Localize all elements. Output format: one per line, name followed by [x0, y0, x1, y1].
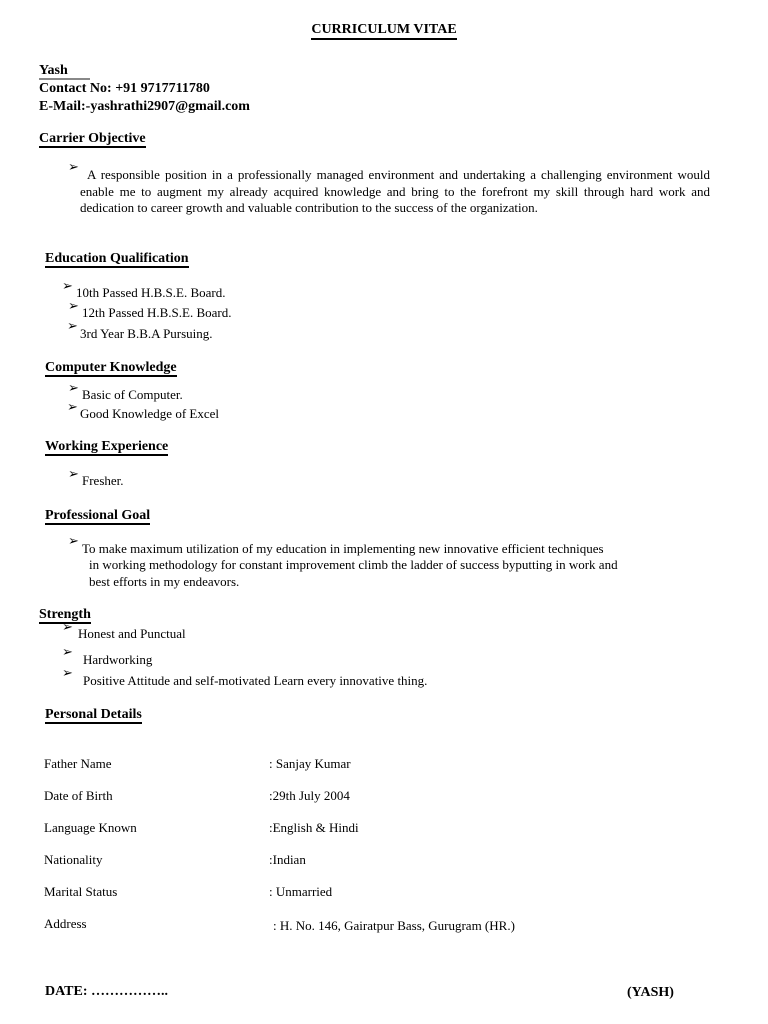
bullet-icon: ➢	[68, 534, 79, 549]
bullet-icon: ➢	[67, 400, 78, 415]
strength-heading-text: Strength	[39, 607, 91, 622]
bullet-icon: ➢	[67, 319, 78, 334]
personal-value: : Sanjay Kumar	[269, 756, 351, 771]
bullet-icon: ➢	[68, 467, 79, 482]
bullet-icon: ➢	[62, 645, 73, 660]
computer-heading-text: Computer Knowledge	[45, 360, 177, 375]
experience-item: Fresher.	[82, 473, 124, 488]
personal-label: Address	[44, 916, 87, 931]
personal-value: : Unmarried	[269, 884, 333, 899]
document-title-text: CURRICULUM VITAE	[311, 22, 456, 40]
date-field: DATE: ……………..	[45, 984, 169, 999]
bullet-icon: ➢	[68, 381, 79, 396]
objective-heading	[39, 131, 146, 147]
bullet-icon: ➢	[68, 299, 79, 314]
personal-value: :English & Hindi	[269, 820, 359, 835]
bullet-icon: ➢	[62, 279, 73, 294]
email-address: E-Mail:-yashrathi2907@gmail.com	[39, 99, 250, 114]
document-title	[0, 22, 768, 38]
objective-heading-text: Carrier Objective	[39, 131, 146, 146]
bullet-icon: ➢	[68, 160, 79, 175]
personal-value: :Indian	[269, 852, 306, 867]
candidate-name	[39, 63, 90, 79]
personal-label: Father Name	[44, 756, 112, 771]
experience-heading-text: Working Experience	[45, 439, 169, 454]
signature: (YASH)	[627, 985, 674, 1000]
personal-label: Nationality	[44, 852, 103, 867]
goal-line: To make maximum utilization of my education in implementing new innovative efficient techniques	[82, 541, 604, 556]
education-item: 12th Passed H.B.S.E. Board.	[82, 305, 232, 320]
education-heading-text: Education Qualification	[45, 251, 189, 266]
personal-label: Marital Status	[44, 884, 118, 899]
personal-heading	[45, 707, 142, 723]
education-item: 3rd Year B.B.A Pursuing.	[80, 326, 213, 341]
strength-item: Honest and Punctual	[78, 626, 186, 641]
goal-line: best efforts in my endeavors.	[89, 574, 240, 589]
candidate-name-text: Yash	[39, 63, 90, 80]
education-heading	[45, 251, 189, 267]
personal-value: :29th July 2004	[269, 788, 350, 803]
strength-item: Positive Attitude and self-motivated Learn every innovative thing.	[83, 673, 428, 688]
personal-heading-text: Personal Details	[45, 707, 142, 722]
objective-text: A responsible position in a professionally managed environment and undertaking a challenging environment would enable me to augment my already acquired knowledge and bring to the forefront my skill through hard work and dedication to career growth and valuable contribution to the success of the organization.	[80, 167, 710, 215]
personal-value: : H. No. 146, Gairatpur Bass, Gurugram (HR.)	[273, 918, 515, 933]
computer-heading	[45, 360, 177, 376]
personal-label: Date of Birth	[44, 788, 113, 803]
personal-label: Language Known	[44, 820, 137, 835]
bullet-icon: ➢	[62, 666, 73, 681]
contact-number: Contact No: +91 9717711780	[39, 81, 210, 96]
bullet-icon: ➢	[62, 620, 73, 635]
strength-item: Hardworking	[83, 652, 153, 667]
education-item: 10th Passed H.B.S.E. Board.	[76, 285, 226, 300]
goal-heading	[45, 508, 150, 524]
goal-line: in working methodology for constant improvement climb the ladder of success byputting in work and	[89, 557, 618, 572]
experience-heading	[45, 439, 168, 455]
computer-item: Basic of Computer.	[82, 387, 183, 402]
goal-heading-text: Professional Goal	[45, 508, 151, 523]
computer-item: Good Knowledge of Excel	[80, 406, 219, 421]
